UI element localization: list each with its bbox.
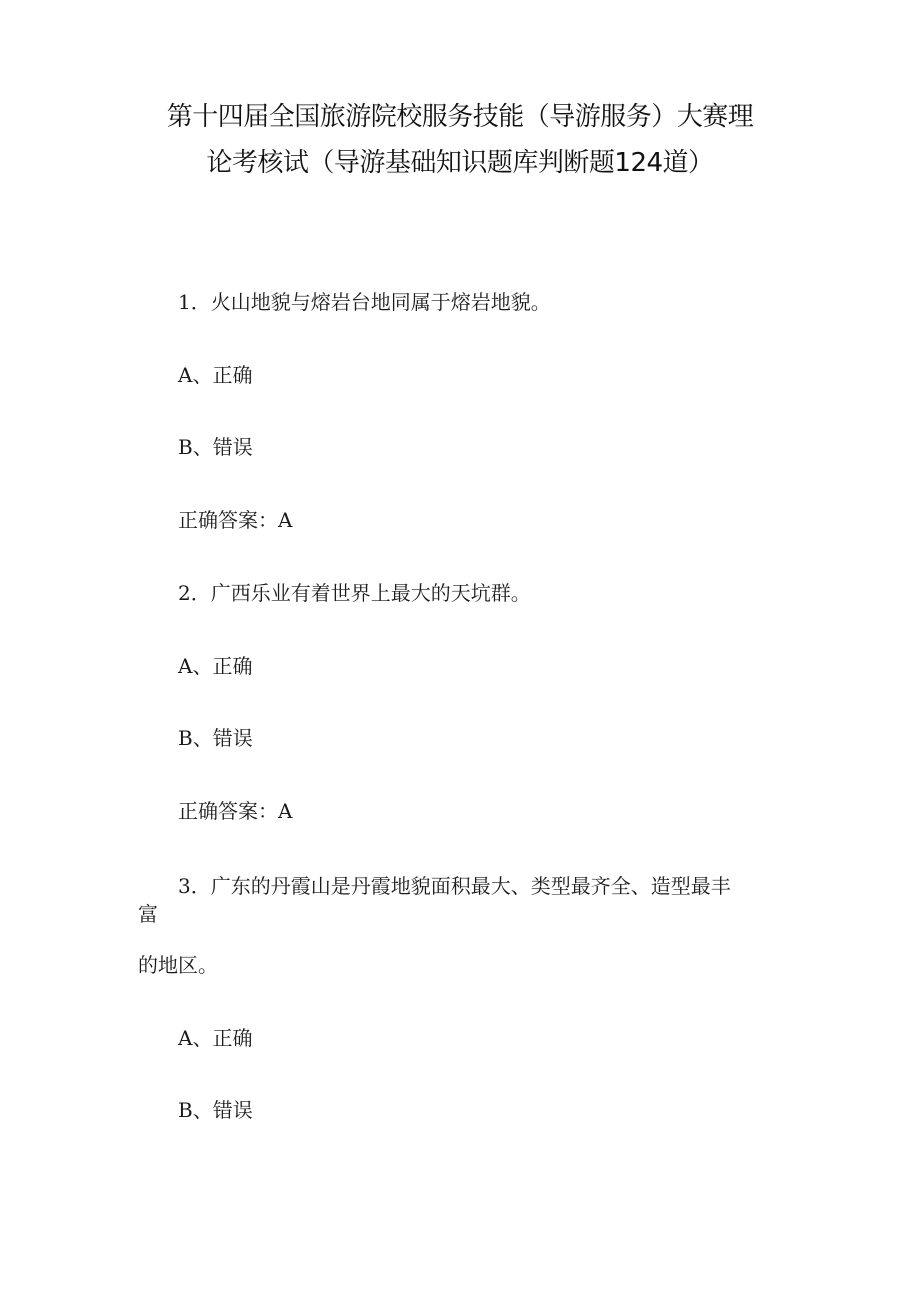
page-title	[0, 94, 920, 186]
question-2-option-a: A、正确	[178, 654, 253, 678]
title-line-2: 论考核试（导游基础知识题库判断题124道）	[206, 148, 714, 178]
question-1-answer: 正确答案：A	[178, 508, 293, 532]
question-2-answer: 正确答案：A	[178, 799, 293, 823]
question-3-stem-line-1: 3．广东的丹霞山是丹霞地貌面积最大、类型最齐全、造型最丰	[178, 874, 731, 898]
question-2-stem: 2．广西乐业有着世界上最大的天坑群。	[178, 581, 531, 605]
question-3-option-b: B、错误	[178, 1098, 253, 1122]
question-1-option-a: A、正确	[178, 363, 253, 387]
title-line-1: 第十四届全国旅游院校服务技能（导游服务）大赛理	[166, 102, 754, 132]
question-2-option-b: B、错误	[178, 726, 253, 750]
question-1-option-b: B、错误	[178, 435, 253, 459]
question-3-stem-line-3: 的地区。	[138, 953, 218, 977]
question-3-stem-line-2: 富	[138, 902, 158, 926]
question-3-option-a: A、正确	[178, 1026, 253, 1050]
question-1-stem: 1．火山地貌与熔岩台地同属于熔岩地貌。	[178, 290, 551, 314]
